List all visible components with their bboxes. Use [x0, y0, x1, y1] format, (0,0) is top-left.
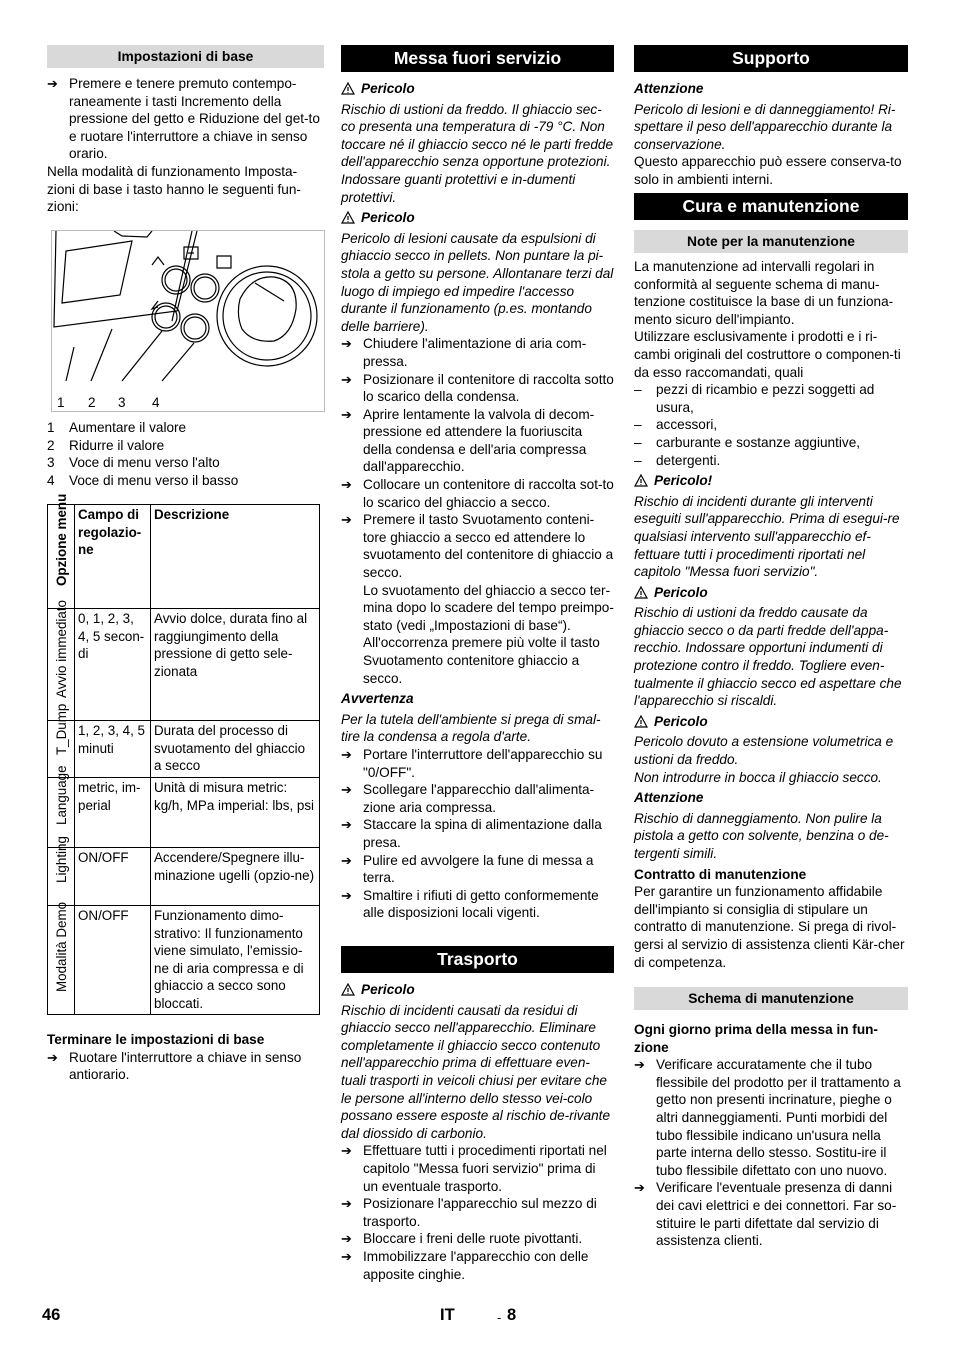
- language-code: IT: [440, 1306, 455, 1324]
- figure-label-4: 4: [152, 395, 160, 410]
- arrow-icon: ➔: [341, 1231, 352, 1247]
- section-heading-messa-fuori-servizio: Messa fuori servizio: [341, 45, 614, 72]
- danger-text: Pericolo di lesioni causate da espulsioni di ghiaccio secco in pellets. Non puntare la pi-stola a getto su persone. Allontanare terzi dal luogo di impiego ed impedire l'accesso durante il funzionamento (p.es. montando delle barriere).: [341, 230, 614, 334]
- list-item: – detergenti.: [634, 452, 721, 468]
- danger-label: Pericolo: [341, 80, 614, 98]
- table-row: Language metric, im-perial Unità di misura metric: kg/h, MPa imperial: lbs, psi: [48, 778, 320, 848]
- control-panel-figure: [51, 230, 325, 412]
- transport-block: [341, 981, 614, 1283]
- notice-label: Avvertenza: [341, 691, 414, 707]
- table-row: Modalità Demo ON/OFF Funzionamento dimo-strativo: Il funzionamento viene simulato, l'emissio-ne di aria compressa e di ghiaccio a secco sono bloccati.: [48, 906, 320, 1015]
- list-item: – accessori,: [634, 417, 718, 433]
- figure-label-3: 3: [118, 395, 126, 410]
- maintenance-schedule-block: [634, 1021, 908, 1250]
- danger-text: Rischio di incidenti causati da residui di ghiaccio secco nell'apparecchio. Eliminare completamente il ghiaccio secco contenuto nell'apparecchio prima di effettuare even-tuali trasporti in veicoli chiusi per evitare che le persone all'interno dello stesso vei-colo possano essere esposte al rischio de-rivante dal diossido di carbonio.: [341, 1002, 611, 1141]
- daily-heading: Ogni giorno prima della messa in fun-zione: [634, 1022, 878, 1055]
- arrow-icon: ➔: [341, 746, 352, 762]
- arrow-icon: ➔: [47, 76, 58, 91]
- notice-label: Attenzione: [634, 81, 704, 96]
- subheading-schema-manutenzione: Schema di manutenzione: [634, 987, 908, 1010]
- figure-label-1: 1: [57, 395, 65, 410]
- arrow-icon: ➔: [341, 406, 352, 422]
- section-heading-supporto: Supporto: [634, 45, 908, 72]
- step-item: ➔ Collocare un contenitore di raccolta sot-to lo scarico del ghiaccio a secco.: [341, 477, 614, 510]
- arrow-icon: ➔: [341, 1248, 352, 1264]
- section-heading-cura-manutenzione: Cura e manutenzione: [634, 193, 908, 220]
- step-item: ➔ Verificare l'eventuale presenza di danni dei cavi elettrici e dei connettori. Far so-stituire le parti difettate dal servizio di assistenza clienti.: [634, 1180, 897, 1249]
- warning-triangle-icon: [341, 211, 355, 224]
- arrow-icon: ➔: [634, 1057, 645, 1073]
- step-item: ➔ Ruotare l'interruttore a chiave in senso antiorario.: [47, 1049, 302, 1083]
- arrow-icon: ➔: [341, 512, 352, 528]
- control-panel-illustration: [52, 231, 325, 412]
- warning-triangle-icon: [634, 586, 648, 599]
- page-number: 46: [42, 1306, 61, 1324]
- support-block: [634, 80, 908, 189]
- sub-page-number: 8: [507, 1306, 517, 1324]
- decommission-block: [341, 80, 614, 922]
- subheading-note-manutenzione: Note per la manutenzione: [634, 230, 908, 253]
- arrow-icon: ➔: [341, 477, 352, 493]
- settings-table: [47, 494, 320, 1015]
- support-paragraph: Questo apparecchio può essere conserva-to solo in ambienti interni.: [634, 154, 902, 187]
- contract-heading: Contratto di manutenzione: [634, 866, 807, 882]
- footer-separator: -: [497, 1310, 502, 1325]
- step-item: ➔ Smaltire i rifiuti di getto conformemente alle disposizioni locali vigenti.: [341, 887, 599, 921]
- step-item: ➔ Staccare la spina di alimentazione dalla presa.: [341, 817, 602, 850]
- step-item: ➔ Pulire ed avvolgere la fune di messa a terra.: [341, 852, 594, 886]
- legend-item: 3 Voce di menu verso l'alto: [47, 455, 220, 471]
- warning-triangle-icon: [341, 983, 355, 996]
- step-item: ➔ Aprire lentamente la valvola di decom-pressione ed attendere la fuoriuscita della condensa e dell'aria compressa dall'apparecchio.: [341, 406, 595, 475]
- legend-item: 4 Voce di menu verso il basso: [47, 472, 239, 488]
- table-row: T_Dump 1, 2, 3, 4, 5 minuti Durata del processo di svuotamento del ghiaccio a secco: [48, 721, 320, 778]
- arrow-icon: ➔: [341, 1143, 352, 1159]
- arrow-icon: ➔: [341, 1196, 352, 1212]
- table-header-description: Descrizione: [151, 505, 320, 609]
- table-cell-units: Unità di misura metric: kg/h, MPa imperial: lbs, psi: [151, 778, 320, 848]
- table-header-option: Opzione menu: [48, 505, 75, 609]
- step-item: ➔ Premere e tenere premuto contempo-raneamente i tasti Incremento della pressione del getto e Riduzione del get-to e ruotare l'interruttore a chiave in senso orario.: [47, 76, 320, 162]
- danger-text: Rischio di ustioni da freddo. Il ghiaccio sec-co presenta una temperatura di -79 °C. Non toccare né il ghiaccio secco né le parti fredde dell'apparecchio senza opportune protezioni. Indossare guanti protettivi e in-dumenti protettivi.: [341, 101, 614, 205]
- section-heading-impostazioni: Impostazioni di base: [47, 45, 324, 68]
- notice-text: Per la tutela dell'ambiente si prega di smal-tire la condensa a regola d'arte.: [341, 711, 601, 745]
- intro-block: [47, 75, 324, 216]
- step-item: ➔ Posizionare il contenitore di raccolta sotto lo scarico della condensa.: [341, 371, 614, 405]
- paragraph: Utilizzare esclusivamente i prodotti e i ri-cambi originali del costruttore o componen-ti da esso raccomandati, quali: [634, 329, 901, 380]
- step-item: ➔ Bloccare i freni delle ruote pivottanti.: [341, 1231, 583, 1247]
- danger-text: Pericolo dovuto a estensione volumetrica e ustioni da freddo. Non introdurre in bocca il ghiaccio secco.: [634, 734, 894, 785]
- step-note: Lo svuotamento del ghiaccio a secco ter-mina dopo lo scadere del tempo preimpo-stato (vedi „Impostazioni di base“).: [363, 582, 614, 633]
- step-item: ➔ Effettuare tutti i procedimenti riportati nel capitolo "Messa fuori servizio" prima di un eventuale trasporto.: [341, 1143, 607, 1194]
- danger-label: Pericolo!: [634, 472, 908, 490]
- step-item: ➔ Verificare accuratamente che il tubo flessibile del prodotto per il trattamento a getto non presenti incrinature, pieghe o altri danneggiamenti. Punti morbidi del tubo flessibile indicano un'usura nella parte interna dello stesso. Sostitu-ire il tubo flessibile difettato con uno nuovo.: [634, 1057, 901, 1178]
- intro-paragraph: Nella modalità di funzionamento Imposta-zioni di base i tasto hanno le seguenti fun-zioni:: [47, 163, 301, 215]
- table-header-range: Campo di regolazio-ne: [75, 505, 151, 609]
- end-settings-block: [47, 1031, 324, 1084]
- table-row: Lighting ON/OFF Accendere/Spegnere illu-minazione ugelli (opzio-ne): [48, 848, 320, 906]
- arrow-icon: ➔: [341, 817, 352, 833]
- step-item: ➔ Chiudere l'alimentazione di aria com-pressa.: [341, 336, 587, 369]
- arrow-icon: ➔: [341, 852, 352, 868]
- danger-label: Pericolo: [634, 584, 908, 602]
- contract-paragraph: Per garantire un funzionamento affidabile dell'impianto si consiglia di stipulare un contratto di manutenzione. Si prega di rivol-gersi al servizio di assistenza clienti Kär-cher di competenza.: [634, 884, 905, 970]
- step-item: ➔ Portare l'interruttore dell'apparecchio su "0/OFF".: [341, 746, 603, 780]
- table-header-row: [48, 505, 320, 609]
- end-settings-heading: Terminare le impostazioni di base: [47, 1032, 265, 1047]
- figure-legend: [47, 419, 324, 489]
- arrow-icon: ➔: [47, 1049, 58, 1065]
- figure-label-2: 2: [88, 395, 96, 410]
- notice-text: Pericolo di lesioni e di danneggiamento! Ri-spettare il peso dell'apparecchio durante la conservazione.: [634, 101, 896, 152]
- paragraph: La manutenzione ad intervalli regolari in conformità al seguente schema di manu-tenzione costituisce la base di un funziona-mento sicuro dell'impianto.: [634, 259, 894, 327]
- notice-text: Rischio di danneggiamento. Non pulire la pistola a getto con solvente, benzina o de-tergenti simili.: [634, 810, 889, 861]
- list-item: – pezzi di ricambio e pezzi soggetti ad usura,: [634, 382, 875, 415]
- list-item: – carburante e sostanze aggiuntive,: [634, 434, 861, 450]
- step-item: ➔ Scollegare l'apparecchio dall'alimenta-zione aria compressa.: [341, 782, 595, 815]
- table-row: Avvio immediato 0, 1, 2, 3, 4, 5 secon-di Avvio dolce, durata fino al raggiungimento della pressione di getto sele-zionata: [48, 609, 320, 721]
- arrow-icon: ➔: [634, 1180, 645, 1196]
- danger-label: Pericolo: [634, 713, 908, 731]
- warning-triangle-icon: [341, 82, 355, 95]
- arrow-icon: ➔: [341, 336, 352, 352]
- arrow-icon: ➔: [341, 782, 352, 798]
- step-item: ➔ Posizionare l'apparecchio sul mezzo di trasporto.: [341, 1196, 597, 1229]
- arrow-icon: ➔: [341, 887, 352, 903]
- legend-item: 2 Ridurre il valore: [47, 437, 165, 453]
- step-item: ➔ Immobilizzare l'apparecchio con delle apposite cinghie.: [341, 1248, 589, 1282]
- danger-label: Pericolo: [341, 209, 614, 227]
- section-heading-trasporto: Trasporto: [341, 946, 614, 973]
- danger-text: Rischio di ustioni da freddo causate da ghiaccio secco o da parti fredde dell'appa-recchio. Indossare opportuni indumenti di protezione contro il freddo. Togliere even-tualmente il ghiaccio secco ed aspettare che l'apparecchio si riscaldi.: [634, 605, 902, 709]
- notice-label: Attenzione: [634, 790, 704, 806]
- danger-label: Pericolo: [341, 981, 614, 999]
- step-note: All'occorrenza premere più volte il tasto Svuotamento contenitore ghiaccio a secco.: [363, 635, 600, 686]
- warning-triangle-icon: [634, 715, 648, 728]
- step-item: ➔ Premere il tasto Svuotamento conteni-tore ghiaccio a secco ed attendere lo svuotamento del contenitore di ghiaccio a secco.: [341, 512, 614, 581]
- warning-triangle-icon: [634, 474, 648, 487]
- maintenance-notes-block: [634, 258, 908, 971]
- legend-item: 1 Aumentare il valore: [47, 420, 187, 435]
- danger-text: Rischio di incidenti durante gli interventi eseguiti sull'apparecchio. Prima di esegui-re qualsiasi intervento sull'apparecchio ef-fettuare tutti i procedimenti riportati nel capitolo "Messa fuori servizio".: [634, 493, 900, 580]
- arrow-icon: ➔: [341, 371, 352, 387]
